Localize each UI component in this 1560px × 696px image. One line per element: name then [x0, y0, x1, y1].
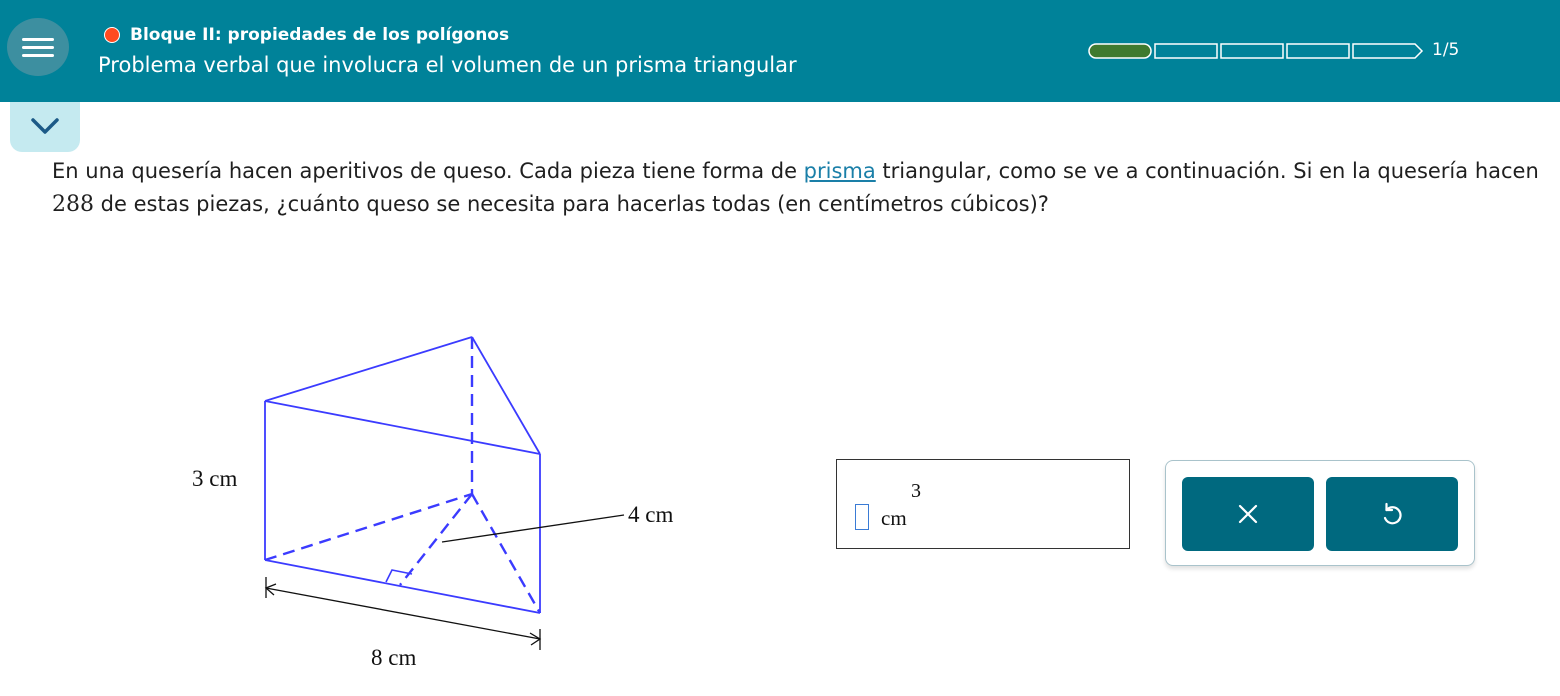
progress-segment-2: [1155, 44, 1217, 58]
height-label: 3 cm: [192, 466, 238, 491]
question-text: [52, 155, 1552, 221]
pieces-count: 288: [52, 192, 94, 217]
block-title: Bloque II: propiedades de los polígonos: [130, 25, 510, 45]
chevron-down-icon: [30, 116, 60, 136]
glossary-link-prisma[interactable]: prisma: [803, 159, 876, 183]
progress-bar: [1088, 43, 1424, 59]
undo-icon: [1379, 501, 1405, 527]
question-part: En una quesería hacen aperitivos de queso. Cada pieza tiene forma de: [52, 159, 804, 183]
prism-diagram: [180, 320, 700, 680]
block-breadcrumb: [104, 25, 509, 45]
menu-icon-line: [22, 38, 54, 41]
menu-icon-line: [22, 46, 54, 49]
answer-tools-panel: [1165, 460, 1475, 566]
menu-icon-line: [22, 54, 54, 57]
progress-segment-1: [1089, 44, 1151, 58]
top-bar: [0, 0, 1560, 102]
prism-figure: [180, 320, 700, 684]
answer-input[interactable]: [855, 504, 869, 530]
triangle-height-label: 4 cm: [628, 502, 674, 527]
progress-segment-4: [1287, 44, 1349, 58]
progress-segment-3: [1221, 44, 1283, 58]
unit-label: cm: [881, 506, 907, 530]
undo-button[interactable]: [1326, 477, 1458, 551]
topic-title: Problema verbal que involucra el volumen de un prisma triangular: [98, 53, 797, 77]
progress-segment-5: [1353, 44, 1422, 58]
length-label: 8 cm: [371, 645, 417, 670]
answer-box: [836, 459, 1130, 549]
unit-exponent: 3: [911, 480, 921, 502]
collapse-header-button[interactable]: [10, 102, 80, 152]
progress-count: 1/5: [1432, 40, 1460, 60]
status-dot-icon: [104, 27, 120, 43]
menu-button[interactable]: [7, 18, 69, 76]
question-part: triangular, como se ve a continuación. Si en la quesería hacen: [875, 159, 1539, 183]
question-part: de estas piezas, ¿cuánto queso se necesita para hacerlas todas (en centímetros cúbicos)?: [94, 192, 1049, 216]
close-icon: [1237, 503, 1259, 525]
clear-button[interactable]: [1182, 477, 1314, 551]
